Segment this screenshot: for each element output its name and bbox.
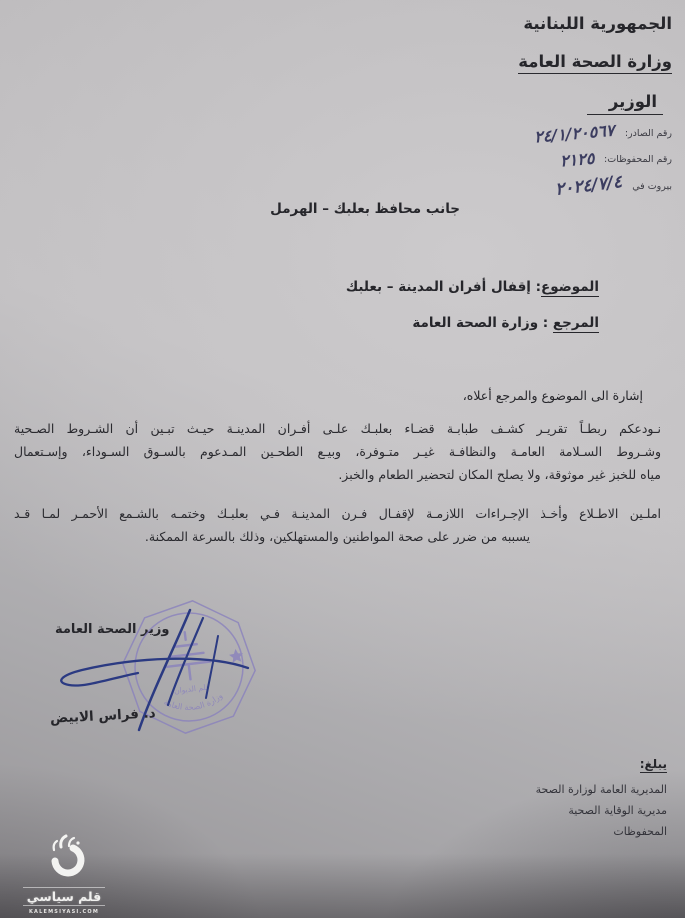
serial-number-row (533, 120, 672, 147)
salutation-line: إشارة الى الموضوع والمرجع أعلاه، (462, 388, 643, 403)
letterhead-ministry: وزارة الصحة العامة (518, 52, 672, 74)
body-paragraph-1 (14, 417, 661, 486)
paragraph-line: املـين الاطـلاع وأخـذ الإجـراءات اللازمـة لإقفـال فـرن المدينـة فـي بعلبـك وختمـه بالشـمع الأحمـر لمـا قـد (14, 506, 661, 521)
subject-label: الموضوع (541, 279, 599, 295)
archive-number-label: رقم المحفوظات: (604, 154, 672, 165)
serial-number-label: رقم الصادر: (624, 128, 672, 139)
addressee-line: جانب محافظ بعلبك – الهرمل (270, 201, 460, 217)
body-paragraph-2 (14, 502, 661, 548)
svg-text:قلم الديوان: قلم الديوان (173, 682, 210, 696)
serial-number-value: ٢٤/١/٢٠٥٦٧ (533, 120, 616, 147)
date-row (554, 171, 672, 201)
reference-label: المرجع (552, 315, 599, 331)
paragraph-line: يسببه من ضرر على صحة المواطنين والمستهلكين، وذلك بالسرعة الممكنة. (144, 529, 531, 544)
watermark-brand-name: قلم سياسي (23, 887, 105, 906)
letterhead-minister: الوزير (587, 92, 663, 115)
reference-value: : وزارة الصحة العامة (412, 315, 553, 331)
paragraph-line: نـودعكم ربطـاً تقريـر كشـف طبابـة قضـاء بعلبـك علـى أفـران المدينـة حيـث تبـين أن الشـروط الصـحية (14, 421, 661, 436)
date-value: ٢٠٢٤/٧/٤ (554, 171, 624, 201)
archive-number-row (560, 150, 672, 169)
site-watermark (16, 833, 112, 915)
paragraph-line: مياه للخبز غير موثوقة، ولا يصلح المكان لتحضير الطعام والخبز. (338, 467, 661, 482)
subject-value: : إقفال أفران المدينة – بعلبك (345, 279, 542, 295)
letterhead-republic: الجمهورية اللبنانية (523, 14, 672, 33)
reference-line (412, 315, 599, 331)
archive-number-value: ٢١٢٥ (558, 148, 595, 171)
signatory-title: وزير الصحة العامة (55, 622, 170, 637)
subject-line (346, 279, 599, 295)
notification-block (536, 753, 667, 838)
notify-item: المحفوظات (613, 825, 667, 838)
paragraph-line: وشـروط السـلامة العامـة والنظافـة غيـر متـوفرة، وبيـع الطحـين المـدعوم بالسـوق السـوداء، وإسـتعمال (14, 444, 661, 459)
signatory-name: د. فراس الابيض (49, 705, 156, 727)
calligraphy-logo-icon (39, 833, 89, 881)
notify-item: المديرية العامة لوزارة الصحة (535, 783, 667, 796)
svg-text:وزارة الصحة العامة: وزارة الصحة العامة (162, 691, 225, 713)
date-label: بيروت في (632, 180, 672, 192)
document-meta (533, 120, 672, 201)
notify-item: مديرية الوقاية الصحية (568, 804, 667, 817)
watermark-domain: KALEMSIYASI.COM (28, 909, 100, 915)
notify-label: يبلغ: (639, 757, 667, 771)
